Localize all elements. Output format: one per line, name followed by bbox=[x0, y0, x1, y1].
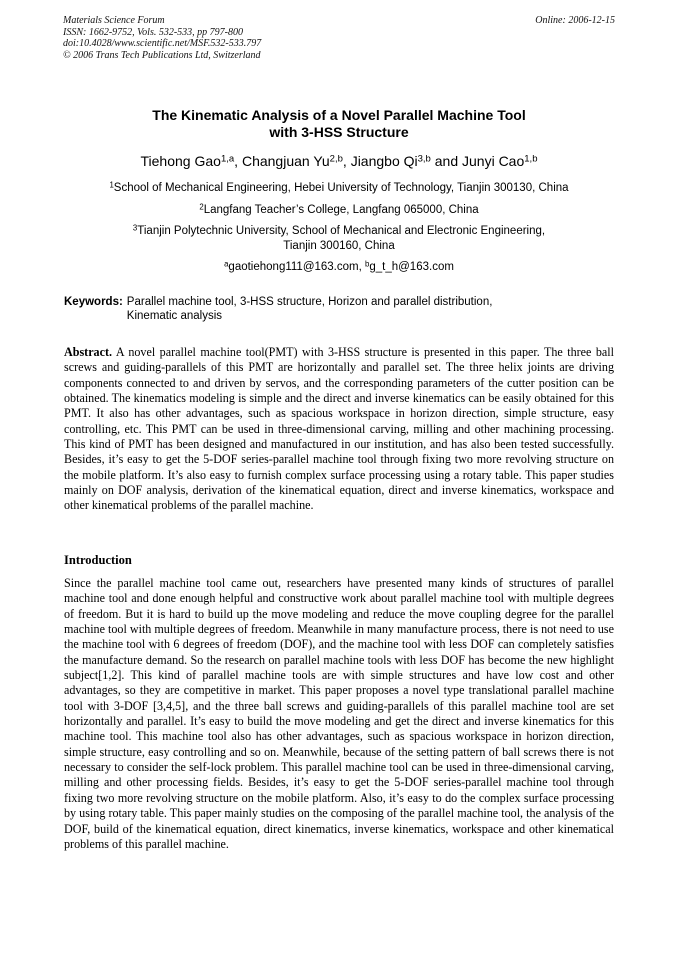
author: Jiangbo Qi bbox=[350, 153, 418, 169]
keywords-text bbox=[127, 295, 493, 323]
affiliation-sup: 3 bbox=[132, 223, 138, 233]
affiliation-text: Langfang Teacher’s College, Langfang 065000, China bbox=[203, 204, 479, 216]
introduction-paragraph: Since the parallel machine tool came out, researchers have presented many kinds of structures of parallel machine tool and done enough helpful and constructive work about parallel machine tool with multiple degrees of freedom. But it is hard to build up the move modeling and reduce the move coupling degree for the parallel machine tool with multiple degrees of freedom. Meanwhile in many manufacture process, there is not need to use the machine tool with 6 degrees of freedom (DOF), and the machine tool with less DOF can completely satisfies the manufacture demand. So the research on parallel machine tools with less DOF has become the new highlight subject[1,2]. This kind of parallel machine tools are with simple structures and have low cost and other advantages, so they are competitive in market. This paper proposes a novel type translational parallel machine tool with 3-DOF [3,4,5], and the three ball screws and guiding-parallels of this parallel machine tool are set horizontally and parallel. It’s easy to build the move modeling and get the direct and inverse kinematics for this machine tool. This machine tool also has other advantages, such as spacious workspace in horizon direction, simple structure, easy controlling and so on. Meanwhile, because of the setting pattern of ball screws there is not necessary to consider the self-lock problem. This parallel machine tool can be used in three-dimensional carving, milling and other processing fields. Besides, it’s easy to get the 5-DOF series-parallel machine tool through fixing two more revolving structure on the mobile platform. Also, it’s easy to do the complex surface processing by using rotary table. This paper mainly studies on the composing of the parallel machine tool, the analysis of the DOF, build of the kinematical equation, direct kinematics, inverse kinematics, workspace and other kinematical problems of this parallel machine. bbox=[64, 576, 614, 851]
affiliation-sup: 1 bbox=[109, 180, 114, 190]
email-line bbox=[64, 260, 614, 275]
keywords-line: Kinematic analysis bbox=[126, 310, 223, 322]
title-line-1: The Kinematic Analysis of a Novel Parallel Machine Tool bbox=[152, 107, 526, 123]
affiliation-3 bbox=[64, 224, 614, 254]
introduction-heading: Introduction bbox=[64, 553, 132, 567]
keywords-line: Parallel machine tool, 3-HSS structure, Horizon and parallel distribution, bbox=[126, 296, 493, 308]
doi-line[interactable]: doi:10.4028/www.scientific.net/MSF.532-533.797 bbox=[63, 38, 262, 49]
title-line-2: with 3-HSS Structure bbox=[269, 124, 409, 140]
affiliation-text: Tianjin 300160, China bbox=[283, 240, 395, 252]
online-date: Online: 2006-12-15 bbox=[535, 15, 615, 26]
author-separator: , bbox=[342, 153, 351, 169]
author-list bbox=[64, 152, 614, 170]
author: Tiehong Gao bbox=[140, 153, 221, 169]
author-sup: 1,b bbox=[524, 153, 538, 165]
email-address[interactable]: gaotiehong111@163.com bbox=[228, 261, 359, 273]
affiliation-2 bbox=[64, 203, 614, 218]
author-sup: 3,b bbox=[417, 153, 431, 165]
issn-line: ISSN: 1662-9752, Vols. 532-533, pp 797-800 bbox=[63, 26, 243, 38]
keywords-block bbox=[64, 295, 614, 323]
journal-header bbox=[63, 15, 261, 61]
paper-title bbox=[64, 107, 614, 141]
author-sup: 2,b bbox=[329, 153, 343, 165]
affiliation-text: School of Mechanical Engineering, Hebei University of Technology, Tianjin 300130, China bbox=[113, 182, 569, 194]
journal-name: Materials Science Forum bbox=[63, 15, 165, 26]
keywords-label: Keywords: bbox=[64, 296, 123, 308]
abstract-label: Abstract. bbox=[64, 345, 113, 359]
email-separator: , bbox=[358, 261, 365, 273]
copyright-line: © 2006 Trans Tech Publications Ltd, Switzerland bbox=[63, 49, 261, 61]
email-address[interactable]: g_t_h@163.com bbox=[369, 261, 454, 273]
affiliation-1 bbox=[64, 181, 614, 196]
author: Junyi Cao bbox=[462, 153, 525, 169]
email-sup: b bbox=[365, 259, 370, 269]
abstract-paragraph bbox=[64, 345, 614, 514]
author-separator: and bbox=[430, 153, 462, 169]
author-separator: , bbox=[234, 153, 242, 169]
affiliation-sup: 2 bbox=[199, 202, 204, 212]
author-sup: 1,a bbox=[220, 153, 235, 165]
email-sup: a bbox=[224, 259, 229, 269]
affiliation-text: Tianjin Polytechnic University, School of Mechanical and Electronic Engineering, bbox=[137, 225, 546, 237]
author: Changjuan Yu bbox=[241, 153, 330, 169]
abstract-text: A novel parallel machine tool(PMT) with 3-HSS structure is presented in this paper. The three ball screws and guiding-parallels of this PMT are horizontally and parallel set. The three helix joints are driving components connected to and driven by servos, and the corresponding parameters of the cutter position can be obtained. The kinematics modeling is simple and the direct and inverse kinematics can be easily obtained for this PMT. It also has other advantages, such as spacious workspace in horizon direction, simple structure, easy controlling, etc. This PMT can be used in three-dimensional carving, milling and other machining processing. This kind of PMT has been designed and manufactured in our institution, and has also been tested successfully. Besides, it’s easy to get the 5-DOF series-parallel machine tool through fixing two more revolving structure on the mobile platform. It’s also easy to furnish complex surface processing using a rotary table. This paper studies mainly on DOF analysis, derivation of the kinematical equation, direct and inverse kinematics, workspace and other kinematical problems of the parallel machine. bbox=[64, 345, 614, 513]
